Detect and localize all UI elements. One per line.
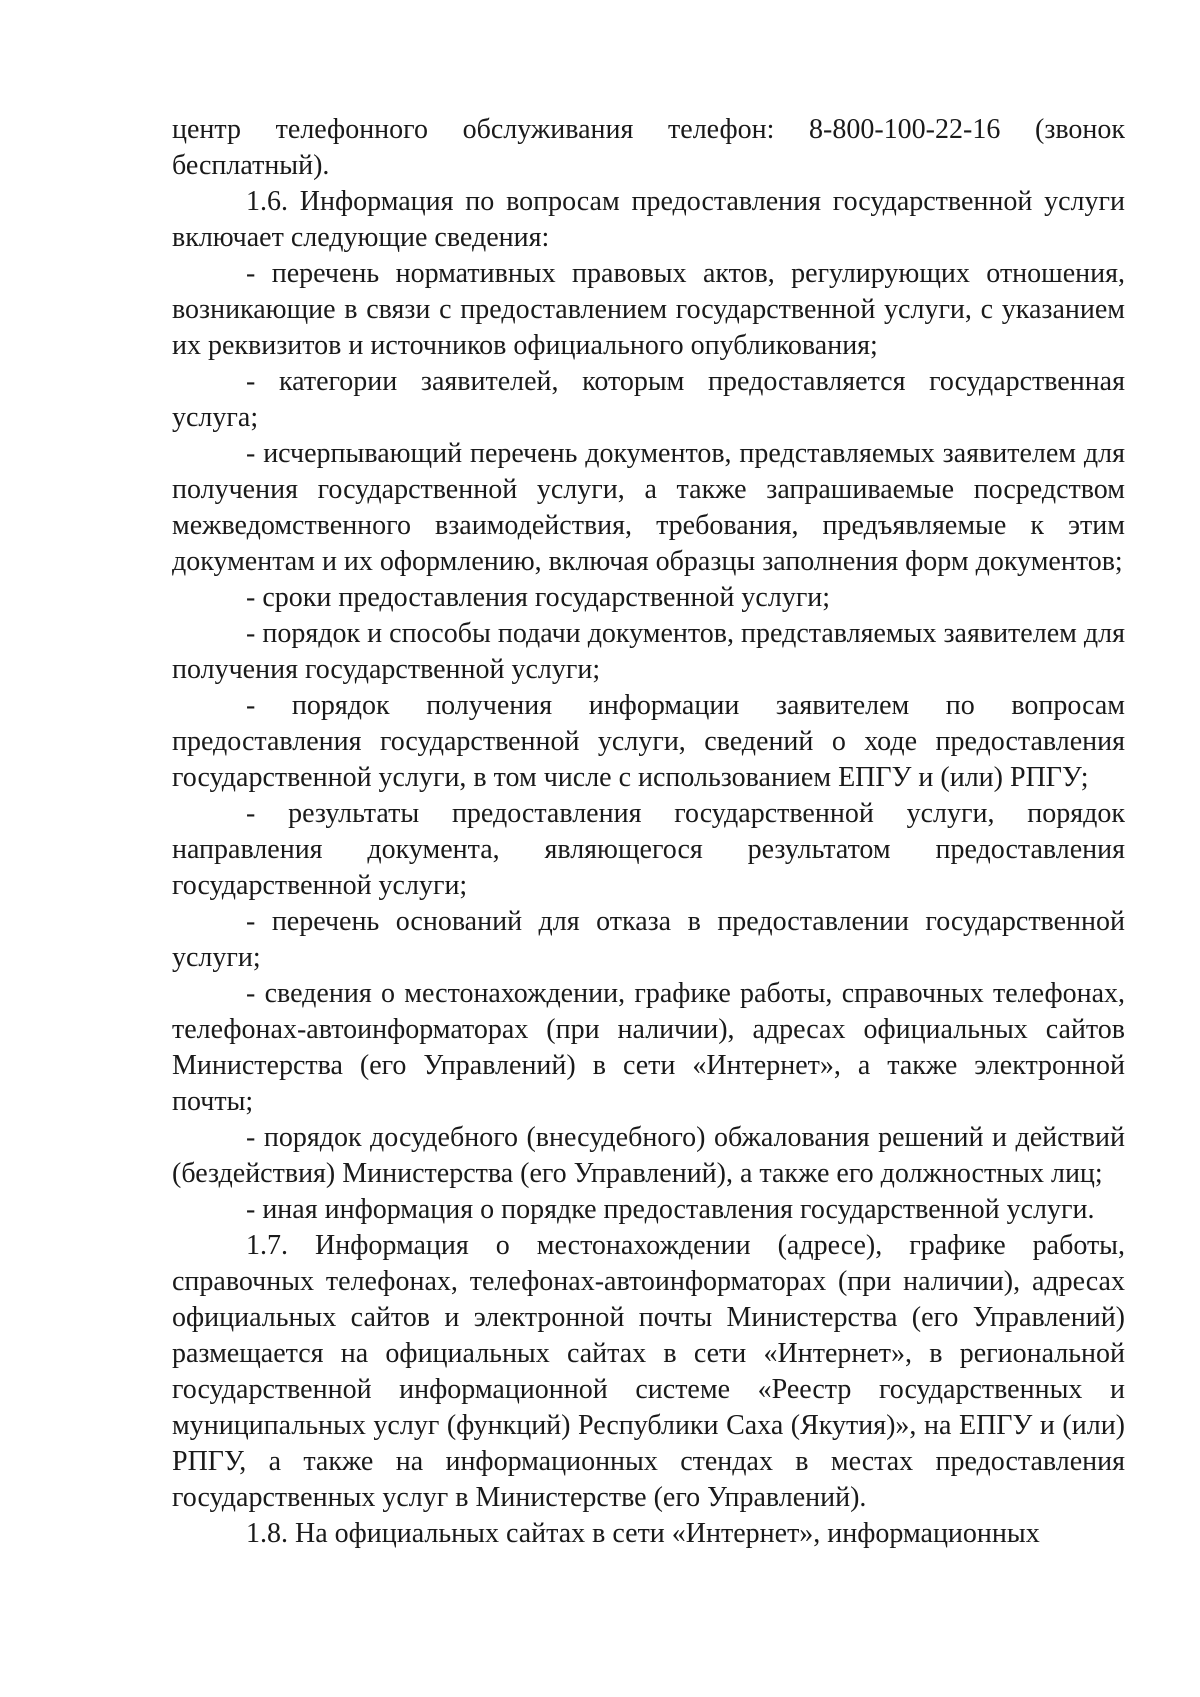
- paragraph-1-6: 1.6. Информация по вопросам предоставления государственной услуги включает следующие сведения:: [172, 186, 1125, 253]
- list-item-legal-acts: - перечень нормативных правовых актов, регулирующих отношения, возникающие в связи с предоставлением государственной услуги, с указанием их реквизитов и источников официального опубликования;: [172, 258, 1125, 361]
- list-item-applicant-categories: - категории заявителей, которым предоставляется государственная услуга;: [172, 366, 1125, 433]
- list-item-submission-methods: - порядок и способы подачи документов, представляемых заявителем для получения государственной услуги;: [172, 618, 1125, 685]
- list-item-service-results: - результаты предоставления государственной услуги, порядок направления документа, являющегося результатом предоставления государственной услуги;: [172, 798, 1125, 901]
- list-item-contact-info: - сведения о местонахождении, графике работы, справочных телефонах, телефонах-автоинформаторах (при наличии), адресах официальных сайтов Министерства (его Управлений) в сети «Интернет», а также электронной почты;: [172, 978, 1125, 1117]
- list-item-other-info: - иная информация о порядке предоставления государственной услуги.: [246, 1194, 1095, 1225]
- document-page: [172, 112, 1125, 1552]
- list-item-information-procedure: - порядок получения информации заявителем по вопросам предоставления государственной услуги, сведений о ходе предоставления государственной услуги, в том числе с использованием ЕПГУ и (или) РПГУ;: [172, 690, 1125, 793]
- paragraph-1-8: 1.8. На официальных сайтах в сети «Интернет», информационных: [246, 1518, 1040, 1549]
- list-item-refusal-grounds: - перечень оснований для отказа в предоставлении государственной услуги;: [172, 906, 1125, 973]
- list-item-documents-list: - исчерпывающий перечень документов, представляемых заявителем для получения государственной услуги, а также запрашиваемые посредством межведомственного взаимодействия, требования, предъявляемые к этим документам и их оформлению, включая образцы заполнения форм документов;: [172, 438, 1125, 577]
- paragraph-1-7: 1.7. Информация о местонахождении (адресе), графике работы, справочных телефонах, телефонах-автоинформаторах (при наличии), адресах официальных сайтов и электронной почты Министерства (его Управлений) размещается на официальных сайтах в сети «Интернет», в региональной государственной информационной системе «Реестр государственных и муниципальных услуг (функций) Республики Саха (Якутия)», на ЕПГУ и (или) РПГУ, а также на информационных стендах в местах предоставления государственных услуг в Министерстве (его Управлений).: [172, 1230, 1125, 1513]
- paragraph-call-center: центр телефонного обслуживания телефон: 8-800-100-22-16 (звонок бесплатный).: [172, 114, 1125, 181]
- list-item-appeal-procedure: - порядок досудебного (внесудебного) обжалования решений и действий (бездействия) Министерства (его Управлений), а также его должностных лиц;: [172, 1122, 1125, 1189]
- list-item-service-terms: - сроки предоставления государственной услуги;: [246, 582, 831, 613]
